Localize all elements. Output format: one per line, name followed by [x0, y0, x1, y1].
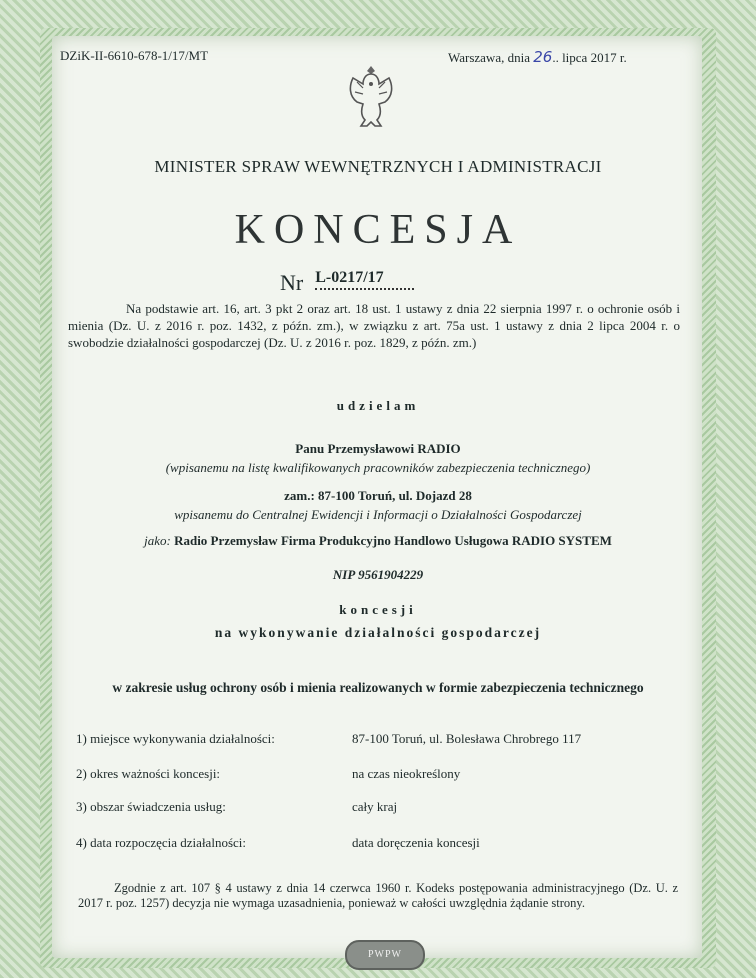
issue-date: [448, 48, 627, 66]
closing-note: Zgodnie z art. 107 § 4 ustawy z dnia 14 czerwca 1960 r. Kodeks postępowania administracyjnego (Dz. U. z 2017 r. poz. 1257) decyzja nie wymaga uzasadnienia, ponieważ w całości uwzględnia żądanie strony.: [78, 881, 678, 910]
reference-number: DZiK-II-6610-678-1/17/MT: [60, 48, 209, 63]
detail-label: 4) data rozpoczęcia działalności:: [76, 835, 246, 850]
detail-label: 3) obszar świadczenia usług:: [76, 799, 226, 814]
grant-word: udzielam: [336, 398, 420, 413]
detail-label: 1) miejsce wykonywania działalności:: [76, 731, 275, 746]
detail-value: 87-100 Toruń, ul. Bolesława Chrobrego 117: [352, 731, 582, 746]
date-prefix: Warszawa, dnia: [448, 50, 530, 65]
emblem-text: PWPW: [368, 949, 402, 960]
eagle-emblem-icon: [343, 62, 399, 130]
recipient-name: Panu Przemysławowi RADIO: [295, 441, 461, 456]
detail-value: data doręczenia koncesji: [352, 835, 480, 850]
firm-line: [60, 533, 696, 549]
as-label: jako:: [144, 533, 171, 548]
document-title: KONCESJA: [234, 207, 522, 253]
date-dots: ..: [552, 50, 559, 65]
security-emblem: [345, 940, 425, 970]
detail-value: na czas nieokreślony: [352, 766, 461, 781]
date-day-handwritten: 26: [533, 48, 553, 66]
license-number: [280, 270, 414, 296]
recipient-note: (wpisanemu na listę kwalifikowanych pracowników zabezpieczenia technicznego): [165, 460, 591, 475]
detail-value: cały kraj: [352, 799, 398, 814]
legal-basis: Na podstawie art. 16, art. 3 pkt 2 oraz art. 18 ust. 1 ustawy z dnia 22 sierpnia 1997 r. o ochronie osób i mienia (Dz. U. z 2016 r. poz. 1432, z późn. zm.), w związku z art. 75a ust. 1 ustawy z dnia 2 lipca 2004 r. o swobodzie działalności gospodarczej (Dz. U. z 2016 r. poz. 1829, z późn. zm.): [68, 301, 680, 350]
firm-name: Radio Przemysław Firma Produkcyjno Handlowo Usługowa RADIO SYSTEM: [174, 533, 612, 548]
nip-number: NIP 9561904229: [332, 567, 424, 582]
scope-line: w zakresie usług ochrony osób i mienia realizowanych w formie zabezpieczenia technicznego: [112, 680, 644, 695]
date-suffix: lipca 2017 r.: [562, 50, 627, 65]
license-number-label: Nr: [280, 270, 304, 295]
recipient-address: zam.: 87-100 Toruń, ul. Dojazd 28: [284, 488, 472, 503]
license-number-value: L-0217/17: [315, 269, 413, 290]
issuer-heading: MINISTER SPRAW WEWNĘTRZNYCH I ADMINISTRACJI: [154, 157, 602, 176]
detail-label: 2) okres ważności koncesji:: [76, 766, 221, 781]
ceidg-note: wpisanemu do Centralnej Ewidencji i Informacji o Działalności Gospodarczej: [174, 507, 582, 522]
koncesji-word: koncesji: [339, 602, 417, 617]
activity-line: na wykonywanie działalności gospodarczej: [214, 625, 542, 640]
